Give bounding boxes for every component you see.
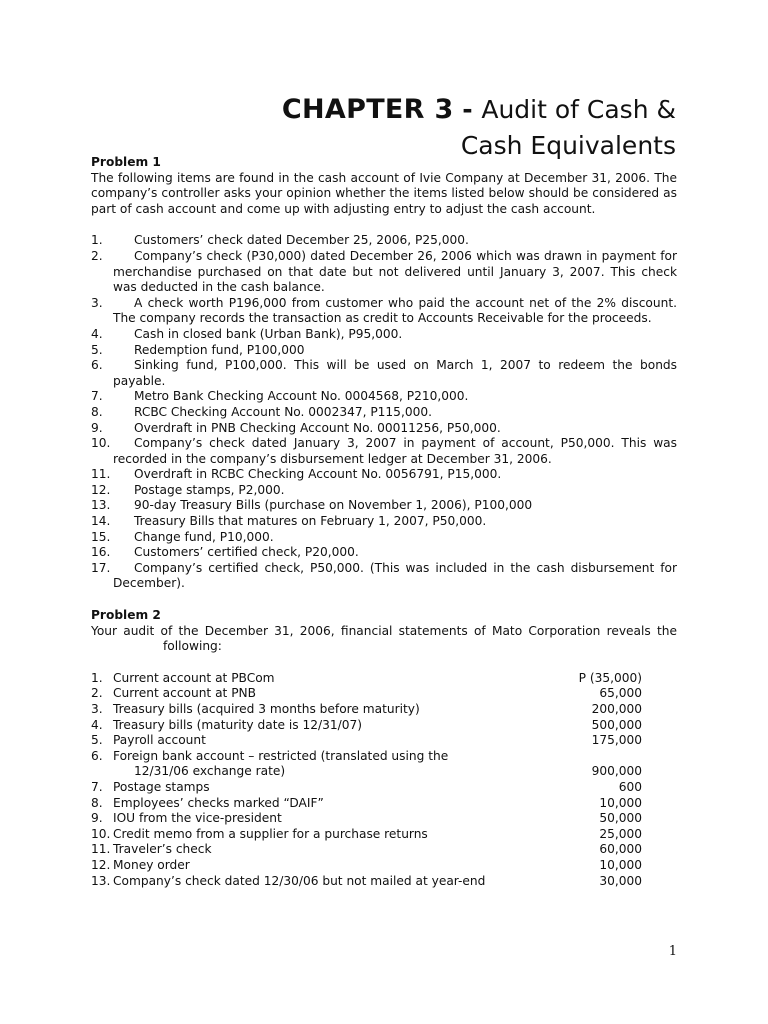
- item-text: 90-day Treasury Bills (purchase on November 1, 2006), P100,000: [134, 498, 533, 513]
- account-description: [113, 842, 642, 858]
- problem-2-intro-line-2: following:: [163, 639, 222, 654]
- chapter-title-text: Audit of Cash &: [481, 95, 676, 124]
- problem-1-item: [91, 249, 677, 296]
- account-description: [113, 686, 642, 702]
- problem-1-intro: The following items are found in the cash account of Ivie Company at December 31, 2006. The company’s controller asks your opinion whether the items listed below should be considered as part of cash account and come up with adjusting entry to adjust the cash account.: [91, 170, 677, 216]
- account-description: [113, 796, 642, 812]
- problem-2-intro: [91, 624, 677, 655]
- chapter-title-line-2: Cash Equivalents: [460, 131, 676, 160]
- account-description: [113, 874, 642, 890]
- item-number: 13.: [91, 498, 111, 513]
- problem-2-account-list: [91, 671, 642, 889]
- item-text: Metro Bank Checking Account No. 0004568, P210,000.: [134, 389, 469, 404]
- account-description-text: Credit memo from a supplier for a purchase returns: [113, 826, 428, 841]
- account-row: [91, 718, 642, 734]
- account-number: 9.: [91, 811, 103, 826]
- account-description: [113, 702, 642, 718]
- page-number: 1: [668, 944, 677, 959]
- item-number: 12.: [91, 482, 111, 497]
- item-text: Company’s check dated January 3, 2007 in payment of account, P50,000. This was recorded in the company’s disbursement ledger at December 31, 2006.: [113, 436, 677, 466]
- account-number: 1.: [91, 670, 103, 685]
- problem-2-intro-line-1: Your audit of the December 31, 2006, financial statements of Mato Corporation reveals the: [91, 623, 677, 638]
- account-row: [91, 858, 642, 874]
- account-description-text: Payroll account: [113, 733, 206, 748]
- account-number: 6.: [91, 748, 103, 763]
- item-number: 2.: [91, 248, 103, 263]
- account-amount: 10,000: [599, 857, 642, 872]
- title-separator: -: [453, 95, 482, 124]
- item-text: Treasury Bills that matures on February 1, 2007, P50,000.: [134, 514, 487, 529]
- account-row: [91, 733, 642, 749]
- account-row: [91, 686, 642, 702]
- problem-1-item: [91, 514, 677, 530]
- account-amount: 175,000: [591, 733, 642, 748]
- account-description-text: Money order: [113, 857, 190, 872]
- account-amount: 600: [618, 779, 642, 794]
- problem-1-item: [91, 421, 677, 437]
- item-number: 10.: [91, 436, 111, 451]
- item-text: Postage stamps, P2,000.: [134, 482, 285, 497]
- account-row: [91, 874, 642, 890]
- problem-1-item: [91, 467, 677, 483]
- account-amount: 900,000: [591, 764, 642, 779]
- account-amount: 200,000: [591, 702, 642, 716]
- item-number: 14.: [91, 514, 111, 529]
- problem-1-item: [91, 483, 677, 499]
- chapter-title: [282, 94, 676, 162]
- problem-1-item: [91, 498, 677, 514]
- spacer: [91, 592, 677, 608]
- problem-1-item: [91, 296, 677, 327]
- item-number: 8.: [91, 404, 103, 419]
- problem-1-item: [91, 233, 677, 249]
- problem-1-item: [91, 405, 677, 421]
- account-amount: 25,000: [599, 826, 642, 841]
- account-description: [113, 749, 642, 780]
- account-row: [91, 780, 642, 796]
- item-text: Sinking fund, P100,000. This will be used on March 1, 2007 to redeem the bonds payable.: [113, 358, 677, 388]
- account-description: [113, 718, 642, 734]
- item-number: 3.: [91, 295, 103, 310]
- problem-1-item: [91, 358, 677, 389]
- item-text: Customers’ certified check, P20,000.: [134, 545, 359, 560]
- account-description-text: Current account at PNB: [113, 686, 257, 701]
- account-amount: P (35,000): [578, 670, 642, 685]
- account-row: [91, 671, 642, 687]
- item-text: Redemption fund, P100,000: [134, 342, 305, 357]
- item-text: Customers’ check dated December 25, 2006, P25,000.: [134, 233, 469, 248]
- account-amount: 10,000: [599, 795, 642, 810]
- account-row: [91, 811, 642, 827]
- account-row: [91, 827, 642, 843]
- account-description-text: Treasury bills (acquired 3 months before maturity): [113, 702, 420, 716]
- account-description: [113, 671, 642, 687]
- item-number: 6.: [91, 358, 103, 373]
- account-description: [113, 733, 642, 749]
- account-amount: 50,000: [599, 811, 642, 826]
- account-description-text: IOU from the vice-president: [113, 811, 282, 826]
- account-description-text: Treasury bills (maturity date is 12/31/07): [113, 717, 362, 732]
- account-description-continued: 12/31/06 exchange rate): [134, 764, 286, 779]
- account-description: [113, 780, 642, 796]
- problem-1-item: [91, 545, 677, 561]
- item-text: Change fund, P10,000.: [134, 529, 274, 544]
- spacer: [91, 217, 677, 233]
- item-number: 1.: [91, 233, 103, 248]
- problem-2-heading: Problem 2: [91, 608, 161, 623]
- item-number: 7.: [91, 389, 103, 404]
- item-text: Overdraft in RCBC Checking Account No. 0056791, P15,000.: [134, 467, 502, 482]
- account-number: 5.: [91, 733, 103, 748]
- account-amount: 60,000: [599, 842, 642, 857]
- chapter-title-line-1: [282, 94, 676, 130]
- account-description-text: Postage stamps: [113, 779, 210, 794]
- account-number: 3.: [91, 702, 103, 716]
- account-number: 10.: [91, 826, 111, 841]
- account-number: 11.: [91, 842, 111, 857]
- problem-1-heading: Problem 1: [91, 155, 161, 169]
- account-number: 4.: [91, 717, 103, 732]
- item-number: 4.: [91, 326, 103, 341]
- problem-1-item: [91, 436, 677, 467]
- account-number: 12.: [91, 857, 111, 872]
- problem-1-item: [91, 389, 677, 405]
- item-text: Company’s certified check, P50,000. (This was included in the cash disbursement for December).: [113, 560, 677, 591]
- account-description-text: Company’s check dated 12/30/06 but not mailed at year-end: [113, 873, 486, 888]
- item-number: 17.: [91, 560, 111, 575]
- item-number: 9.: [91, 420, 103, 435]
- account-number: 2.: [91, 686, 103, 701]
- item-number: 11.: [91, 467, 111, 482]
- account-row: [91, 702, 642, 718]
- item-text: RCBC Checking Account No. 0002347, P115,000.: [134, 404, 432, 419]
- account-row: [91, 749, 642, 780]
- account-description-text: Employees’ checks marked “DAIF”: [113, 795, 324, 810]
- problem-1-item: [91, 530, 677, 546]
- item-text: Cash in closed bank (Urban Bank), P95,000.: [134, 326, 403, 341]
- account-number: 13.: [91, 873, 111, 888]
- document-body: [91, 155, 677, 889]
- item-text: Overdraft in PNB Checking Account No. 00011256, P50,000.: [134, 420, 501, 435]
- item-text: A check worth P196,000 from customer who paid the account net of the 2% discount. The company records the transaction as credit to Accounts Receivable for the proceeds.: [113, 295, 677, 326]
- problem-1-item: [91, 343, 677, 359]
- account-number: 7.: [91, 779, 103, 794]
- item-text: Company’s check (P30,000) dated December 26, 2006 which was drawn in payment for merchandise purchased on that date but not delivered until January 3, 2007. This check was deducted in the cash balance.: [113, 248, 677, 295]
- account-description: [113, 827, 642, 843]
- account-description-text: Foreign bank account – restricted (translated using the: [113, 748, 449, 763]
- account-row: [91, 842, 642, 858]
- item-number: 15.: [91, 529, 111, 544]
- problem-1-item: [91, 327, 677, 343]
- item-number: 16.: [91, 545, 111, 560]
- account-amount: 30,000: [599, 873, 642, 888]
- problem-1-item: [91, 561, 677, 592]
- chapter-label: CHAPTER 3: [281, 94, 454, 125]
- account-description: [113, 858, 642, 874]
- account-amount: 65,000: [599, 686, 642, 701]
- problem-1-item-list: [91, 233, 677, 592]
- account-amount: 500,000: [591, 717, 642, 732]
- account-description-text: Traveler’s check: [113, 842, 212, 857]
- spacer: [91, 655, 677, 671]
- account-number: 8.: [91, 795, 103, 810]
- account-description-text: Current account at PBCom: [113, 670, 275, 685]
- item-number: 5.: [91, 342, 103, 357]
- account-row: [91, 796, 642, 812]
- account-description: [113, 811, 642, 827]
